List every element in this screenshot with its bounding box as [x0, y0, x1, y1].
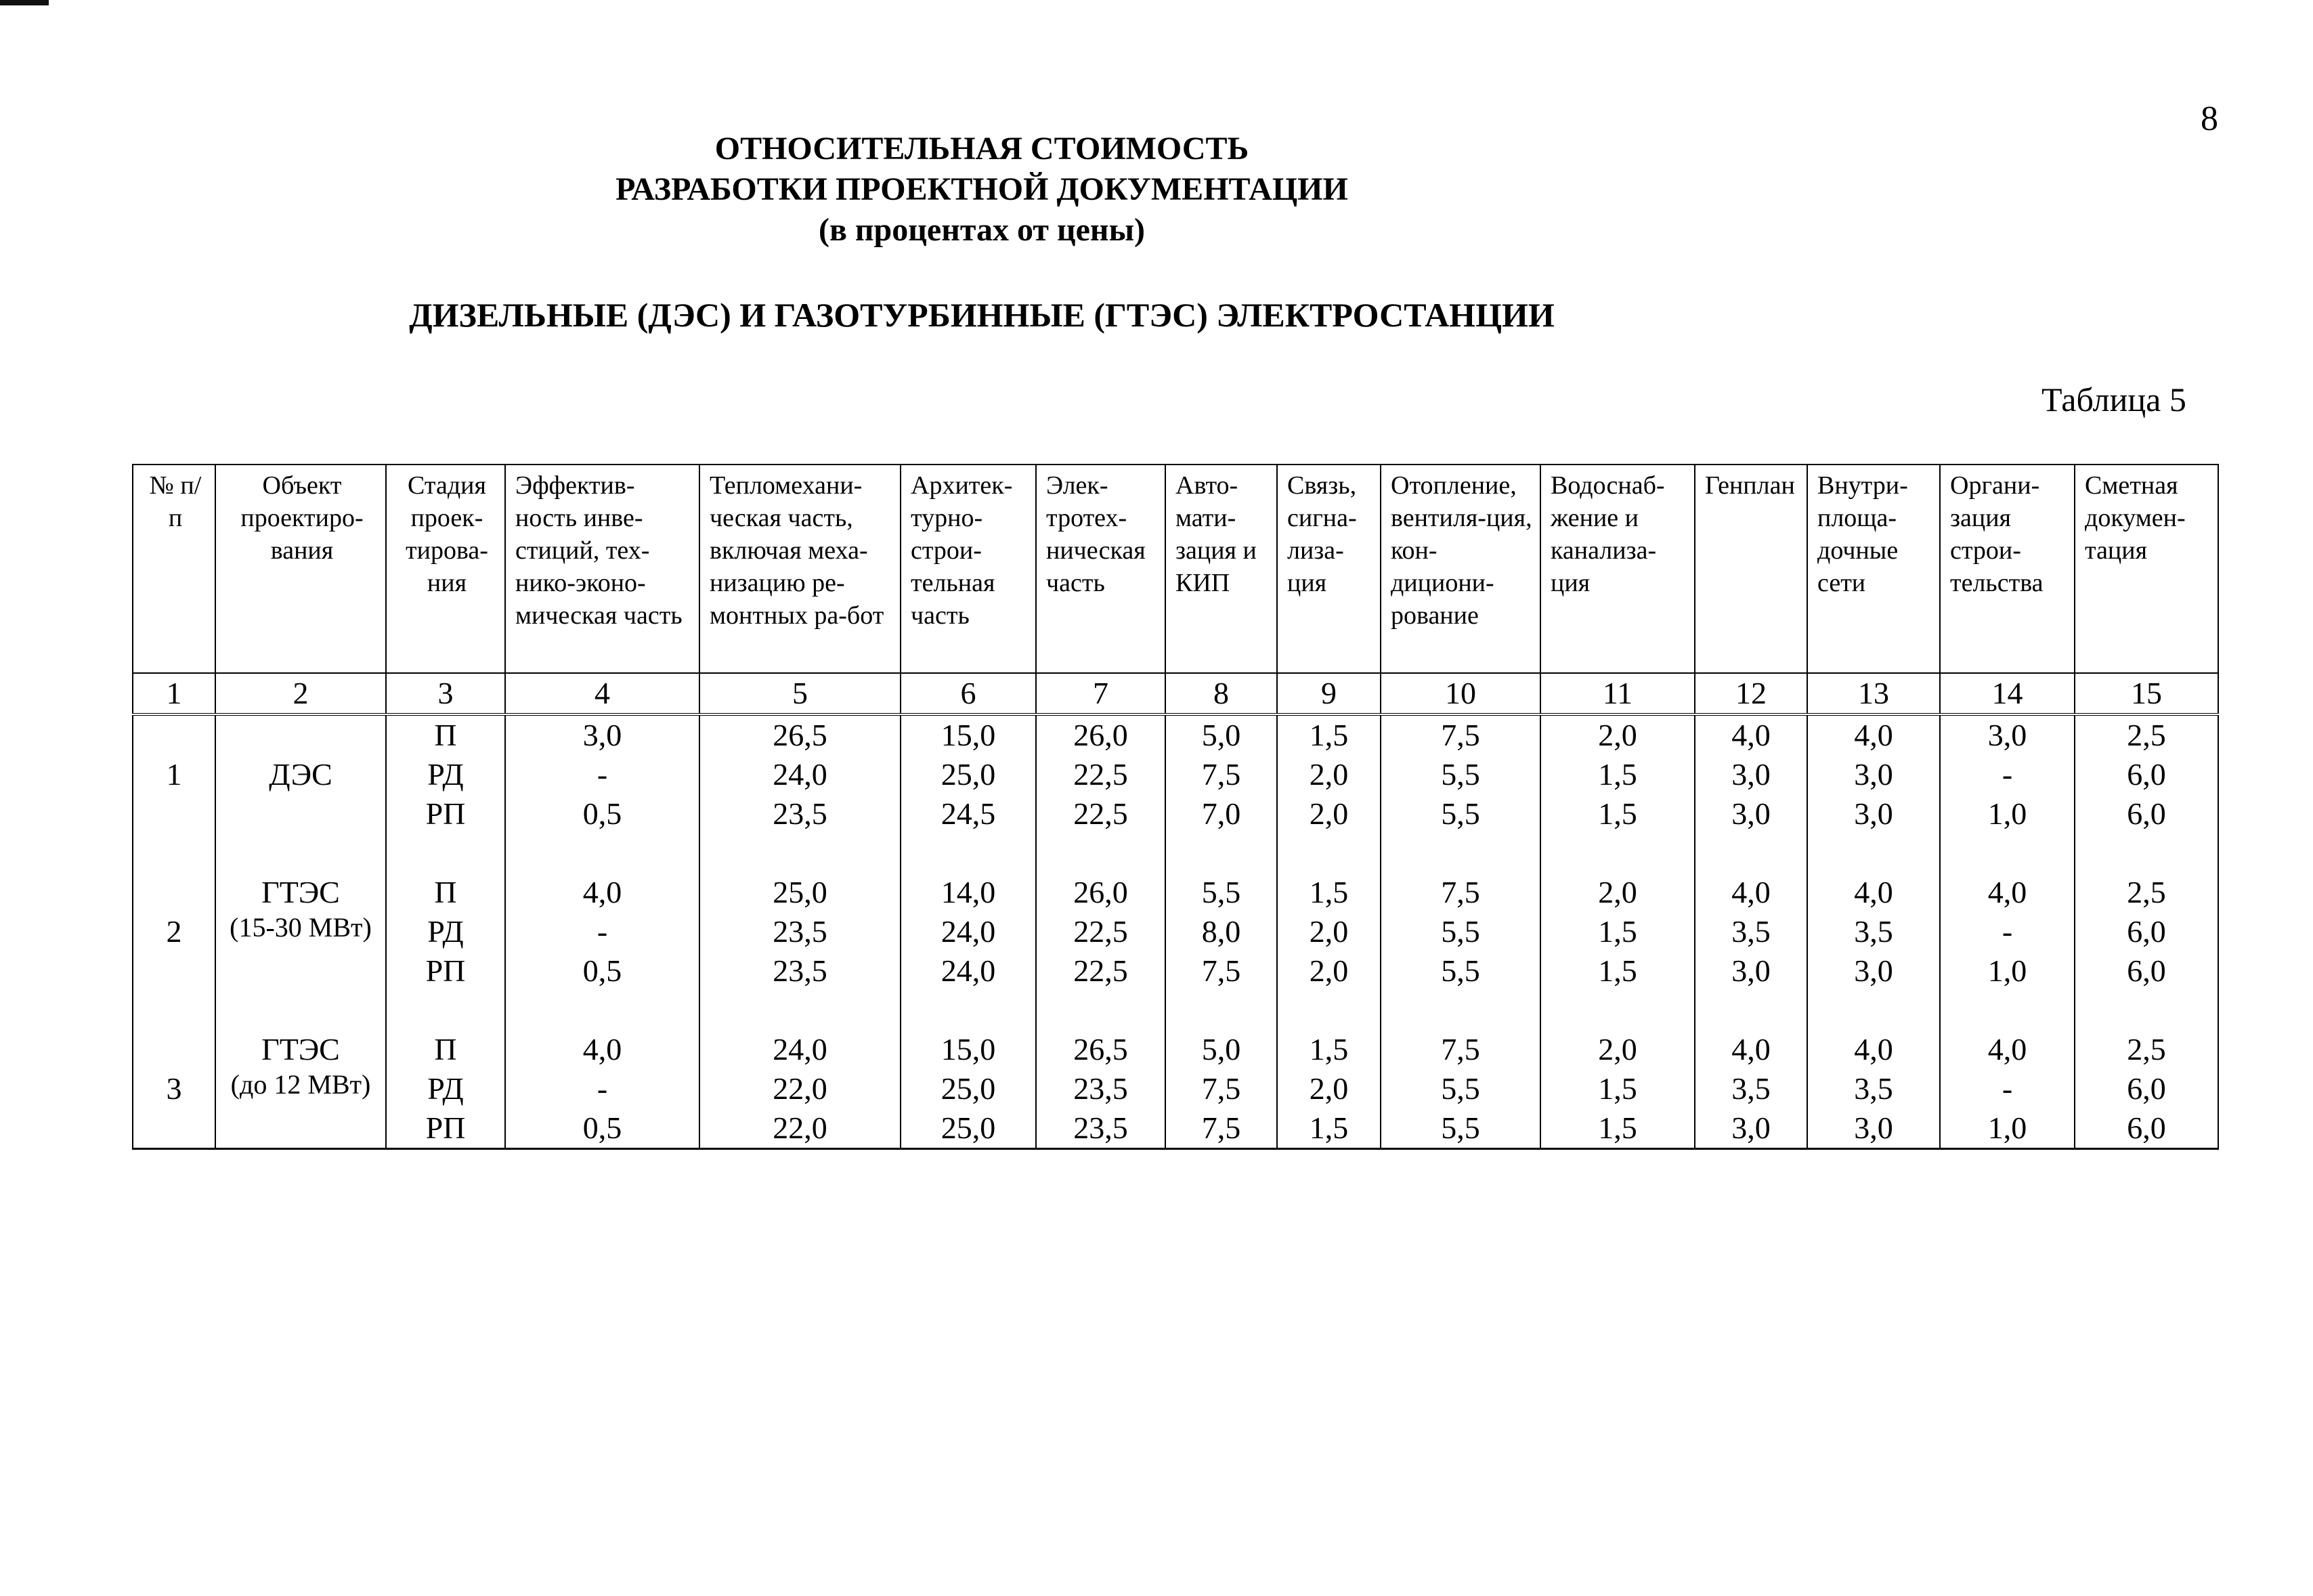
value-cell: 1,5: [1277, 714, 1381, 755]
value-cell: 3,0: [1940, 714, 2075, 755]
value-cell: -: [1940, 755, 2075, 794]
value-cell: 3,0: [1807, 1108, 1940, 1149]
table-label: Таблица 5: [2041, 381, 2186, 418]
column-number: 1: [133, 673, 215, 714]
row-number-cell: [133, 1030, 215, 1069]
value-cell: 24,0: [901, 912, 1036, 951]
value-cell: 7,5: [1165, 755, 1277, 794]
value-cell: 2,0: [1277, 951, 1381, 991]
value-cell: 0,5: [505, 794, 699, 834]
value-cell: 1,5: [1540, 755, 1695, 794]
spacer-cell: [1381, 991, 1540, 1030]
value-cell: 7,5: [1381, 714, 1540, 755]
header-cell: Отопление, вентиля-ция, кон-дициони-рование: [1381, 465, 1540, 673]
value-cell: 7,0: [1165, 794, 1277, 834]
value-cell: 2,5: [2075, 873, 2218, 912]
object-cell: [215, 755, 386, 794]
spacer-cell: [505, 834, 699, 873]
value-cell: 6,0: [2075, 755, 2218, 794]
object-cell: [215, 1069, 386, 1108]
value-cell: 1,0: [1940, 1108, 2075, 1149]
table-row: [133, 1108, 2218, 1149]
value-cell: 5,0: [1165, 1030, 1277, 1069]
stage-cell: П: [386, 1030, 505, 1069]
value-cell: 2,0: [1540, 873, 1695, 912]
value-cell: 23,5: [699, 912, 901, 951]
header-cell: Связь, сигна-лиза-ция: [1277, 465, 1381, 673]
value-cell: 22,5: [1036, 912, 1165, 951]
value-cell: 1,0: [1940, 794, 2075, 834]
value-cell: 3,0: [1807, 951, 1940, 991]
value-cell: 5,5: [1381, 912, 1540, 951]
value-cell: 1,5: [1540, 951, 1695, 991]
value-cell: 3,5: [1807, 1069, 1940, 1108]
object-cell: [215, 912, 386, 951]
table-row: [133, 1030, 2218, 1069]
value-cell: 1,5: [1540, 912, 1695, 951]
stage-cell: РП: [386, 794, 505, 834]
object-cell: [215, 1108, 386, 1149]
value-cell: -: [1940, 1069, 2075, 1108]
stage-cell: РП: [386, 951, 505, 991]
spacer-cell: [1540, 991, 1695, 1030]
value-cell: 26,5: [699, 714, 901, 755]
stage-cell: РД: [386, 912, 505, 951]
spacer-cell: [1695, 834, 1807, 873]
table-row: [133, 873, 2218, 912]
column-number: 7: [1036, 673, 1165, 714]
spacer-cell: [1695, 991, 1807, 1030]
header-cell: Органи-зация строи-тельства: [1940, 465, 2075, 673]
value-cell: 22,5: [1036, 755, 1165, 794]
object-name: ГТЭС: [261, 1032, 340, 1066]
column-number: 9: [1277, 673, 1381, 714]
value-cell: 4,0: [1807, 873, 1940, 912]
column-number: 12: [1695, 673, 1807, 714]
value-cell: 22,5: [1036, 951, 1165, 991]
value-cell: 1,5: [1540, 1108, 1695, 1149]
value-cell: 25,0: [699, 873, 901, 912]
value-cell: 7,5: [1381, 1030, 1540, 1069]
header-cell: № п/п: [133, 465, 215, 673]
object-capacity-note: (15-30 МВт): [230, 912, 372, 943]
value-cell: 6,0: [2075, 1069, 2218, 1108]
page-title-line-1: ОТНОСИТЕЛЬНАЯ СТОИМОСТЬ: [714, 131, 1249, 167]
row-number-cell: [133, 1108, 215, 1149]
value-cell: 4,0: [1695, 714, 1807, 755]
object-cell: [215, 794, 386, 834]
value-cell: 4,0: [505, 873, 699, 912]
header-cell: Стадия проек-тирова-ния: [386, 465, 505, 673]
stage-cell: РД: [386, 1069, 505, 1108]
header-cell: Водоснаб-жение и канализа-ция: [1540, 465, 1695, 673]
value-cell: 5,5: [1381, 794, 1540, 834]
spacer-cell: [1807, 991, 1940, 1030]
spacer-cell: [1277, 991, 1381, 1030]
value-cell: 5,5: [1381, 951, 1540, 991]
value-cell: 0,5: [505, 1108, 699, 1149]
value-cell: 5,5: [1381, 1108, 1540, 1149]
object-cell: [215, 873, 386, 912]
value-cell: 6,0: [2075, 1108, 2218, 1149]
spacer-cell: [1165, 991, 1277, 1030]
value-cell: 25,0: [901, 755, 1036, 794]
spacer-cell: [1036, 834, 1165, 873]
table-row: [133, 1069, 2218, 1108]
value-cell: 5,0: [1165, 714, 1277, 755]
value-cell: 3,0: [1695, 794, 1807, 834]
value-cell: 2,0: [1277, 794, 1381, 834]
value-cell: 25,0: [901, 1108, 1036, 1149]
value-cell: 3,5: [1695, 1069, 1807, 1108]
value-cell: 6,0: [2075, 794, 2218, 834]
value-cell: 15,0: [901, 714, 1036, 755]
spacer-cell: [215, 991, 386, 1030]
value-cell: 1,5: [1540, 1069, 1695, 1108]
value-cell: 14,0: [901, 873, 1036, 912]
value-cell: 4,0: [1695, 1030, 1807, 1069]
spacer-cell: [386, 991, 505, 1030]
value-cell: -: [505, 755, 699, 794]
object-capacity-note: (до 12 МВт): [230, 1069, 371, 1100]
value-cell: 22,5: [1036, 794, 1165, 834]
value-cell: 2,0: [1540, 1030, 1695, 1069]
column-number: 13: [1807, 673, 1940, 714]
row-number-cell: [133, 951, 215, 991]
object-name: ДЭС: [269, 757, 332, 792]
column-number: 10: [1381, 673, 1540, 714]
value-cell: 8,0: [1165, 912, 1277, 951]
cost-table: [132, 464, 2219, 1150]
value-cell: -: [505, 912, 699, 951]
header-cell: Тепломехани-ческая часть, включая меха-низацию ре-монтных ра-бот: [699, 465, 901, 673]
row-number-cell: 3: [133, 1069, 215, 1108]
value-cell: -: [505, 1069, 699, 1108]
table-row: [133, 714, 2218, 755]
table-row: [133, 912, 2218, 951]
value-cell: 3,0: [1695, 755, 1807, 794]
spacer-cell: [1940, 834, 2075, 873]
row-number-cell: 2: [133, 912, 215, 951]
spacer-cell: [505, 991, 699, 1030]
value-cell: 22,0: [699, 1069, 901, 1108]
value-cell: 26,0: [1036, 714, 1165, 755]
value-cell: 4,0: [1695, 873, 1807, 912]
header-cell: Элек-тротех-ническая часть: [1036, 465, 1165, 673]
value-cell: 25,0: [901, 1069, 1036, 1108]
group-spacer-row: [133, 834, 2218, 873]
spacer-cell: [215, 834, 386, 873]
value-cell: 2,0: [1277, 1069, 1381, 1108]
value-cell: 7,5: [1165, 1069, 1277, 1108]
value-cell: 4,0: [1940, 873, 2075, 912]
value-cell: 26,0: [1036, 873, 1165, 912]
column-number-row: [133, 673, 2218, 714]
value-cell: 6,0: [2075, 912, 2218, 951]
spacer-cell: [901, 991, 1036, 1030]
value-cell: 1,5: [1277, 873, 1381, 912]
value-cell: 2,0: [1540, 714, 1695, 755]
value-cell: 15,0: [901, 1030, 1036, 1069]
value-cell: 1,5: [1277, 1108, 1381, 1149]
value-cell: 7,5: [1165, 951, 1277, 991]
row-number-cell: [133, 714, 215, 755]
header-cell: Сметная докумен-тация: [2075, 465, 2218, 673]
spacer-cell: [386, 834, 505, 873]
section-subtitle: ДИЗЕЛЬНЫЕ (ДЭС) И ГАЗОТУРБИННЫЕ (ГТЭС) ЭЛЕКТРОСТАНЦИИ: [409, 296, 1555, 334]
stage-cell: П: [386, 714, 505, 755]
object-cell: [215, 1030, 386, 1069]
value-cell: 1,0: [1940, 951, 2075, 991]
table-row: [133, 755, 2218, 794]
spacer-cell: [1036, 991, 1165, 1030]
value-cell: 2,0: [1277, 755, 1381, 794]
value-cell: 23,5: [699, 794, 901, 834]
value-cell: 7,5: [1165, 1108, 1277, 1149]
scan-corner-mark: [0, 0, 49, 5]
object-name: ГТЭС: [261, 875, 340, 909]
column-number: 11: [1540, 673, 1695, 714]
spacer-cell: [1540, 834, 1695, 873]
value-cell: 23,5: [1036, 1069, 1165, 1108]
column-number: 5: [699, 673, 901, 714]
value-cell: 3,0: [1807, 794, 1940, 834]
group-spacer-row: [133, 991, 2218, 1030]
value-cell: 5,5: [1381, 1069, 1540, 1108]
spacer-cell: [1807, 834, 1940, 873]
value-cell: 24,5: [901, 794, 1036, 834]
row-number-cell: [133, 794, 215, 834]
value-cell: 2,5: [2075, 714, 2218, 755]
value-cell: 1,5: [1540, 794, 1695, 834]
column-number: 3: [386, 673, 505, 714]
value-cell: 3,0: [1695, 951, 1807, 991]
row-number-cell: 1: [133, 755, 215, 794]
value-cell: 23,5: [1036, 1108, 1165, 1149]
value-cell: 7,5: [1381, 873, 1540, 912]
object-cell: [215, 714, 386, 755]
value-cell: 3,5: [1807, 912, 1940, 951]
value-cell: -: [1940, 912, 2075, 951]
value-cell: 22,0: [699, 1108, 901, 1149]
value-cell: 4,0: [1940, 1030, 2075, 1069]
row-number-cell: [133, 873, 215, 912]
value-cell: 5,5: [1165, 873, 1277, 912]
value-cell: 6,0: [2075, 951, 2218, 991]
value-cell: 4,0: [1807, 714, 1940, 755]
column-number: 2: [215, 673, 386, 714]
value-cell: 4,0: [1807, 1030, 1940, 1069]
value-cell: 2,5: [2075, 1030, 2218, 1069]
value-cell: 5,5: [1381, 755, 1540, 794]
table-row: [133, 794, 2218, 834]
spacer-cell: [1277, 834, 1381, 873]
value-cell: 4,0: [505, 1030, 699, 1069]
page-title-line-2: РАЗРАБОТКИ ПРОЕКТНОЙ ДОКУМЕНТАЦИИ: [615, 171, 1348, 207]
value-cell: 2,0: [1277, 912, 1381, 951]
value-cell: 26,5: [1036, 1030, 1165, 1069]
spacer-cell: [699, 991, 901, 1030]
object-cell: [215, 951, 386, 991]
spacer-cell: [133, 834, 215, 873]
spacer-cell: [901, 834, 1036, 873]
column-number: 4: [505, 673, 699, 714]
header-cell: Архитек-турно-строи-тельная часть: [901, 465, 1036, 673]
value-cell: 3,0: [505, 714, 699, 755]
table-row: [133, 951, 2218, 991]
column-number: 15: [2075, 673, 2218, 714]
value-cell: 23,5: [699, 951, 901, 991]
spacer-cell: [1381, 834, 1540, 873]
header-cell: Эффектив-ность инве-стиций, тех-нико-эконо-мическая часть: [505, 465, 699, 673]
spacer-cell: [2075, 991, 2218, 1030]
value-cell: 24,0: [901, 951, 1036, 991]
spacer-cell: [1940, 991, 2075, 1030]
column-number: 6: [901, 673, 1036, 714]
page-number: 8: [2201, 100, 2218, 138]
value-cell: 1,5: [1277, 1030, 1381, 1069]
spacer-cell: [133, 991, 215, 1030]
header-cell: Генплан: [1695, 465, 1807, 673]
value-cell: 0,5: [505, 951, 699, 991]
page-title-line-3: (в процентах от цены): [818, 212, 1146, 248]
table-body: [133, 714, 2218, 1149]
value-cell: 3,0: [1807, 755, 1940, 794]
value-cell: 3,0: [1695, 1108, 1807, 1149]
header-cell: Внутри-площа-дочные сети: [1807, 465, 1940, 673]
value-cell: 24,0: [699, 1030, 901, 1069]
value-cell: 24,0: [699, 755, 901, 794]
spacer-cell: [1165, 834, 1277, 873]
column-number: 14: [1940, 673, 2075, 714]
spacer-cell: [699, 834, 901, 873]
stage-cell: П: [386, 873, 505, 912]
spacer-cell: [2075, 834, 2218, 873]
header-cell: Авто-мати-зация и КИП: [1165, 465, 1277, 673]
column-number: 8: [1165, 673, 1277, 714]
header-cell: Объект проектиро-вания: [215, 465, 386, 673]
stage-cell: РД: [386, 755, 505, 794]
table-header: [133, 465, 2218, 673]
value-cell: 3,5: [1695, 912, 1807, 951]
stage-cell: РП: [386, 1108, 505, 1149]
